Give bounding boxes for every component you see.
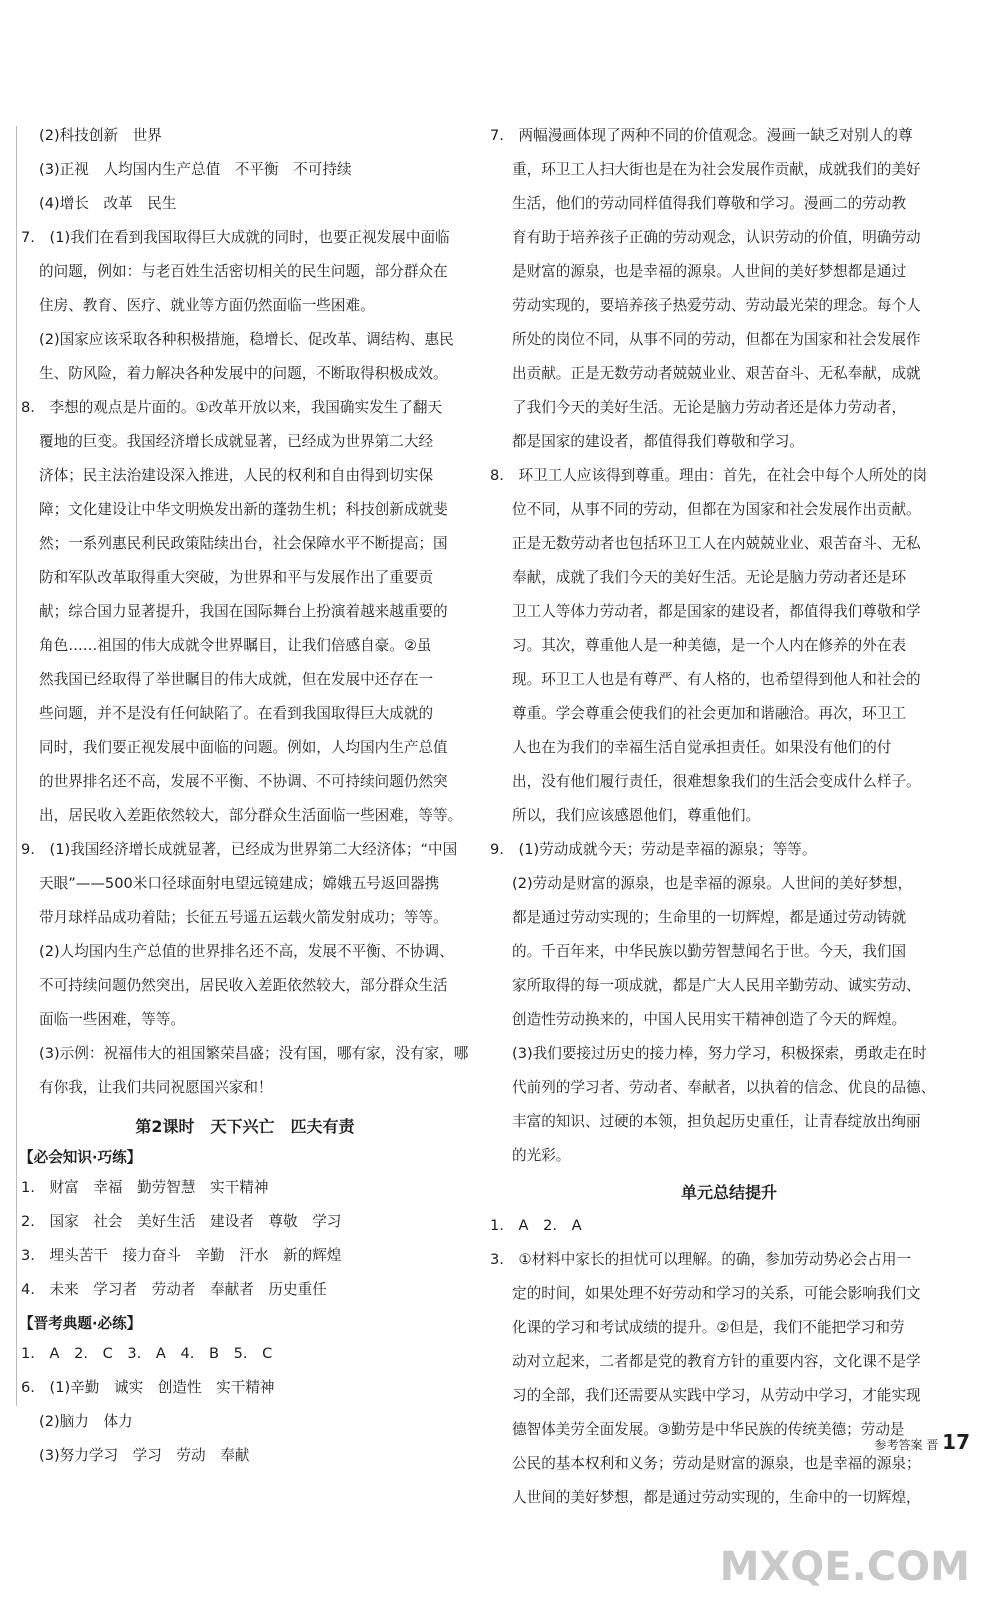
answer-line: 然我国已经取得了举世瞩目的伟大成就，但在发展中还存在一 [39,671,434,688]
answer-line: 面临一些困难，等等。 [39,1011,185,1028]
answer-line: (3)正视 人均国内生产总值 不平衡 不可持续 [39,161,352,178]
answer-line: 住房、教育、医疗、就业等方面仍然面临一些困难。 [39,297,375,314]
answer-line: 天眼”——500米口径球面射电望远镜建成；嫦娥五号返回器携 [39,875,440,892]
answer-line: 不可持续问题仍然突出，居民收入差距依然较大，部分群众生活 [39,977,448,994]
answer-line: 重，环卫工人扫大街也是在为社会发展作贡献，成就我们的美好 [512,161,921,178]
answer-line: 都是国家的建设者，都值得我们尊敬和学习。 [512,433,804,450]
answer-line: 生活，他们的劳动同样值得我们尊敬和学习。漫画二的劳动教 [512,195,907,212]
answer-line: 7. 两幅漫画体现了两种不同的价值观念。漫画一缺乏对别人的尊 [490,127,913,144]
answer-line: 6. (1)辛勤 诚实 创造性 实干精神 [21,1379,275,1396]
answer-line: 防和军队改革取得重大突破，为世界和平与发展作出了重要贡 [39,569,434,586]
answer-line: 有你我，让我们共同祝愿国兴家和！ [39,1079,273,1096]
answer-line: 是财富的源泉，也是幸福的源泉。人世间的美好梦想都是通过 [512,263,907,280]
answer-line: 2. 国家 社会 美好生活 建设者 尊敬 学习 [21,1213,342,1230]
answer-line: 代前列的学习者、劳动者、奉献者，以执着的信念、优良的品德、 [512,1079,936,1096]
answer-line: 的。千百年来，中华民族以勤劳智慧闻名于世。今天，我们国 [512,943,907,960]
answer-line: 出，没有他们履行责任，很难想象我们的生活会变成什么样子。 [512,773,921,790]
answer-line: 献；综合国力显著提升，我国在国际舞台上扮演着越来越重要的 [39,603,448,620]
watermark: MXQE.COM [719,1544,970,1590]
answer-line: 正是无数劳动者也包括环卫工人在内兢兢业业、艰苦奋斗、无私 [512,535,921,552]
answer-line: 奉献，成就了我们今天的美好生活。无论是脑力劳动者还是环 [512,569,907,586]
answer-line: 所处的岗位不同，从事不同的劳动，但都在为国家和社会发展作 [512,331,921,348]
answer-line: 卫工人等体力劳动者，都是国家的建设者，都值得我们尊敬和学 [512,603,921,620]
footer-label: 参考答案 [874,1438,923,1452]
answer-line: 9. (1)我国经济增长成就显著，已经成为世界第二大经济体；“中国 [21,841,458,858]
answer-line: 1. A 2. C 3. A 4. B 5. C [21,1345,273,1362]
answer-line: 人也在为我们的幸福生活自觉承担责任。如果没有他们的付 [512,739,892,756]
answer-line: 育有助于培养孩子正确的劳动观念，认识劳动的价值，明确劳动 [512,229,921,246]
answer-line: 人世间的美好梦想，都是通过劳动实现的，生命中的一切辉煌， [512,1489,921,1506]
answer-line: (2)国家应该采取各种积极措施，稳增长、促改革、调结构、惠民 [39,331,454,348]
answer-line: 习的全部，我们还需要从实践中学习，从劳动中学习，才能实现 [512,1387,921,1404]
answer-line: 的问题，例如：与老百姓生活密切相关的民生问题，部分群众在 [39,263,448,280]
answer-line: (4)增长 改革 民生 [39,195,177,212]
page-number: 17 [942,1430,970,1454]
answer-line: 所以，我们应该感恩他们，尊重他们。 [512,807,761,824]
answer-line: 然；一系列惠民利民政策陆续出台，社会保障水平不断提高；国 [39,535,448,552]
answer-line: 出，居民收入差距依然较大，部分群众生活面临一些困难，等等。 [39,807,463,824]
answer-line: (2)脑力 体力 [39,1413,133,1430]
answer-line: 8. 李想的观点是片面的。①改革开放以来，我国确实发生了翻天 [21,399,443,416]
answer-line: 带月球样品成功着陆；长征五号遥五运载火箭发射成功；等等。 [39,909,448,926]
answer-line: 覆地的巨变。我国经济增长成就显著，已经成为世界第二大经 [39,433,434,450]
answer-line: 化课的学习和考试成绩的提升。②但是，我们不能把学习和劳 [512,1319,905,1336]
section-label: 【必会知识·巧练】 [19,1149,142,1166]
answer-line: (2)科技创新 世界 [39,127,162,144]
answer-line: 劳动实现的，要培养孩子热爱劳动、劳动最光荣的理念。每个人 [512,297,921,314]
answer-line: 了我们今天的美好生活。无论是脑力劳动者还是体力劳动者， [512,399,907,416]
answer-line: 定的时间，如果处理不好劳动和学习的关系，可能会影响我们文 [512,1285,921,1302]
section-label: 【晋考典题·必练】 [19,1315,142,1332]
answer-line: (2)人均国内生产总值的世界排名还不高，发展不平衡、不协调、 [39,943,454,960]
page-footer [874,1430,970,1454]
answer-line: 的世界排名还不高，发展不平衡、不协调、不可持续问题仍然突 [39,773,448,790]
answer-line: 的光彩。 [512,1147,571,1164]
unit-title: 单元总结提升 [680,1183,777,1202]
answer-line: 同时，我们要正视发展中面临的问题。例如，人均国内生产总值 [39,739,448,756]
answer-line: 角色……祖国的伟大成就令世界瞩目，让我们倍感自豪。②虽 [39,637,432,654]
answer-line: (3)示例：祝福伟大的祖国繁荣昌盛；没有国，哪有家，没有家，哪 [39,1045,469,1062]
answer-line: 习。其次，尊重他人是一种美德，是一个人内在修养的外在表 [512,637,907,654]
footer-suffix: 晋 [926,1438,939,1452]
answer-line: 8. 环卫工人应该得到尊重。理由：首先，在社会中每个人所处的岗 [490,467,928,484]
answer-line: 些问题，并不是没有任何缺陷了。在看到我国取得巨大成就的 [39,705,434,722]
answer-line: (3)我们要接过历史的接力棒，努力学习，积极探索，勇敢走在时 [512,1045,927,1062]
answer-line: 3. 埋头苦干 接力奋斗 辛勤 汗水 新的辉煌 [21,1247,342,1264]
answer-line: 出贡献。正是无数劳动者兢兢业业、艰苦奋斗、无私奉献，成就 [512,365,921,382]
answer-line: 创造性劳动换来的，中国人民用实干精神创造了今天的辉煌。 [512,1011,907,1028]
answer-line: 障；文化建设让中华文明焕发出新的蓬勃生机；科技创新成就斐 [39,501,448,518]
answer-line: 动对立起来，二者都是党的教育方针的重要内容，文化课不是学 [512,1353,921,1370]
answer-line: 尊重。学会尊重会使我们的社会更加和谐融洽。再次，环卫工 [512,705,907,722]
answer-line: 济体；民主法治建设深入推进，人民的权利和自由得到切实保 [39,467,434,484]
answer-line: 4. 未来 学习者 劳动者 奉献者 历史重任 [21,1281,327,1298]
answer-line: 家所取得的每一项成就，都是广大人民用辛勤劳动、诚实劳动、 [512,977,921,994]
answer-line: 3. ①材料中家长的担忧可以理解。的确，参加劳动势必会占用一 [490,1251,912,1268]
answer-line: 生、防风险，着力解决各种发展中的问题，不断取得积极成效。 [39,365,448,382]
answer-line: 都是通过劳动实现的；生命里的一切辉煌，都是通过劳动铸就 [512,909,907,926]
answer-line: 9. (1)劳动成就今天；劳动是幸福的源泉；等等。 [490,841,817,858]
answer-line: 德智体美劳全面发展。③勤劳是中华民族的传统美德；劳动是 [512,1421,905,1438]
answer-line: (3)努力学习 学习 劳动 奉献 [39,1447,250,1464]
left-column [16,126,473,1464]
answer-line: 7. (1)我们在看到我国取得巨大成就的同时，也要正视发展中面临 [21,229,450,246]
answer-line: 丰富的知识、过硬的本领，担负起历史重任，让青春绽放出绚丽 [512,1113,921,1130]
answer-line: 1. 财富 幸福 勤劳智慧 实干精神 [21,1179,269,1196]
answer-line: 位不同，从事不同的劳动，但都在为国家和社会发展作出贡献。 [512,501,921,518]
answer-line: 公民的基本权利和义务；劳动是财富的源泉，也是幸福的源泉； [512,1455,921,1472]
answer-line: 1. A 2. A [490,1217,582,1234]
answer-line: 现。环卫工人也是有尊严、有人格的，也希望得到他人和社会的 [512,671,921,688]
section-title: 第2课时 天下兴亡 匹夫有责 [135,1117,355,1136]
answer-line: (2)劳动是财富的源泉，也是幸福的源泉。人世间的美好梦想， [512,875,913,892]
